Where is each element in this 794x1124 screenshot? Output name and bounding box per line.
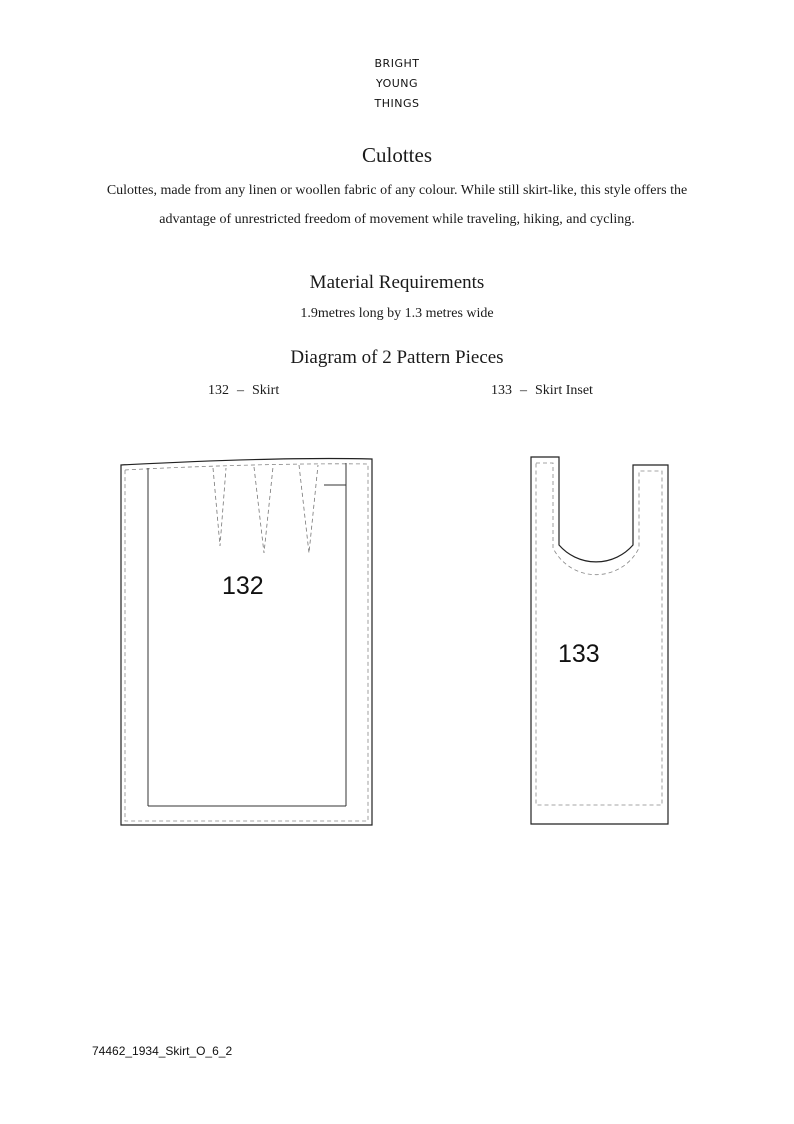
skirt-dart-1: [213, 468, 226, 546]
piece-label-132-separator: –: [237, 383, 244, 398]
document-code: 74462_1934_Skirt_O_6_2: [92, 1044, 233, 1058]
logo-line-2: YOUNG: [375, 77, 419, 90]
diagram-heading: Diagram of 2 Pattern Pieces: [290, 347, 504, 368]
piece-number-133: 133: [558, 640, 600, 668]
skirt-dart-2: [254, 467, 273, 553]
piece-number-132: 132: [222, 572, 264, 600]
materials-text: 1.9metres long by 1.3 metres wide: [300, 306, 494, 321]
skirt-outline: [121, 458, 372, 825]
brand-logo: [0, 54, 794, 114]
piece-label-133-name: Skirt Inset: [535, 383, 593, 398]
materials-heading: Material Requirements: [309, 272, 485, 293]
piece-label-132-number: 132: [208, 383, 229, 398]
page-title: Culottes: [361, 143, 432, 167]
pattern-piece-132: [118, 450, 374, 828]
logo-line-3: THINGS: [374, 97, 420, 110]
piece-label-133-number: 133: [491, 383, 512, 398]
skirt-dart-3: [299, 465, 318, 553]
piece-label-133-separator: –: [520, 383, 527, 398]
pattern-piece-133: [528, 455, 672, 827]
inset-seam-allowance: [536, 463, 662, 805]
logo-line-1: BRIGHT: [374, 57, 420, 70]
intro-paragraph: Culottes, made from any linen or woollen fabric of any colour. While still skirt-like, this style offers the advantage of unrestricted freedom of movement while traveling, hiking, and cycling.: [106, 183, 688, 227]
piece-label-132-name: Skirt: [252, 383, 280, 398]
piece-label-132: [208, 383, 279, 399]
piece-label-133: [491, 383, 593, 399]
skirt-seam-allowance: [125, 464, 368, 821]
